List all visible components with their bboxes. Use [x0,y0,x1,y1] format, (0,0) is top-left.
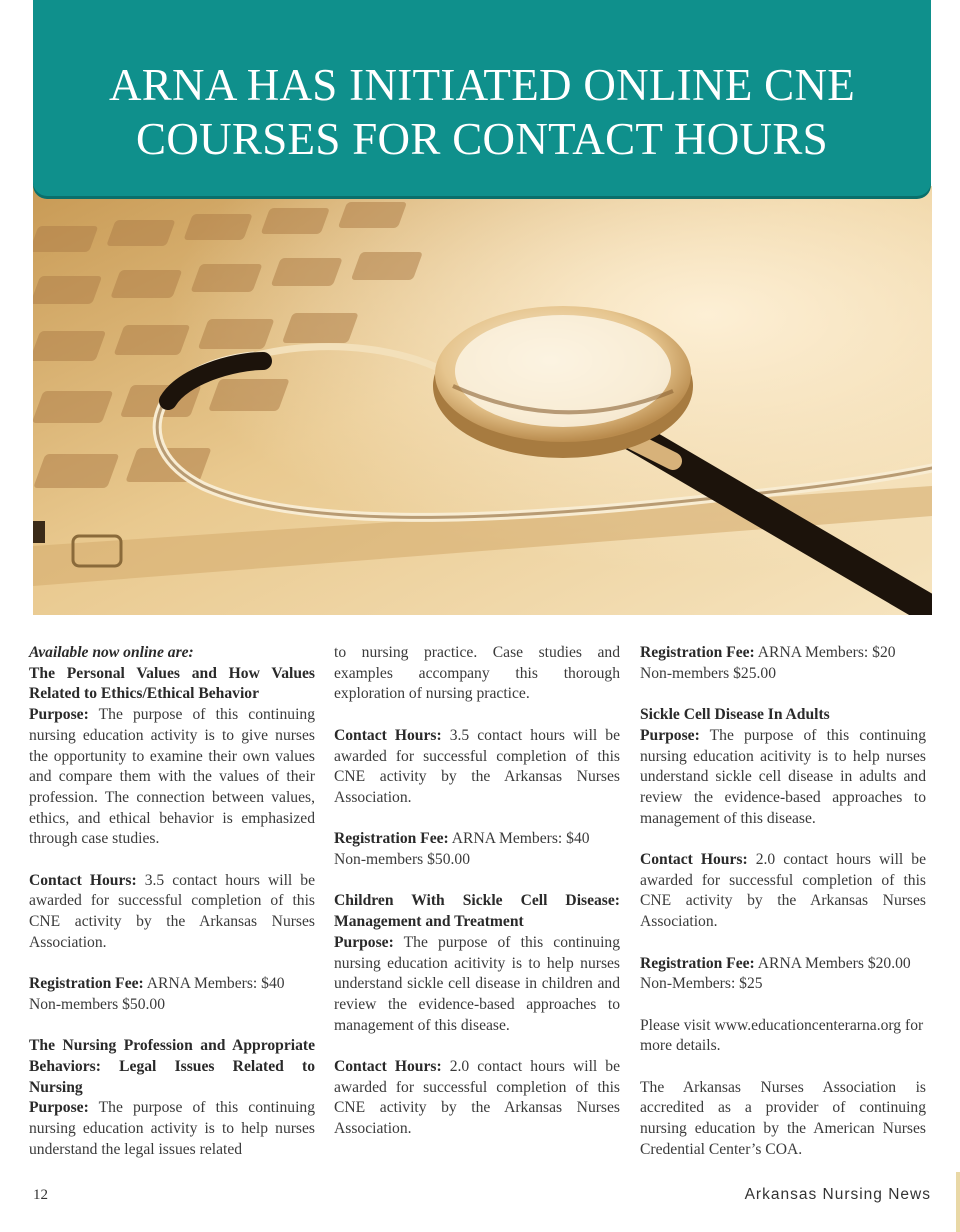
registration-fee-nonmembers: Non-members $25.00 [640,664,776,682]
registration-fee-nonmembers: Non-members $50.00 [334,851,470,868]
course-title-sickle-cell-children: Children With Sickle Cell Disease: Management and Treatment [334,892,620,931]
purpose-label: Purpose: [29,706,89,724]
intro-heading: Available now online are: [29,644,194,661]
contact-hours-text: 3.5 contact hours will be awarded for successful completion of this CNE activity by the Arkansas Nurses Association. [334,726,620,806]
registration-fee-nonmembers: Non-Members: $25 [640,975,763,993]
page-title-line2: COURSES FOR CONTACT HOURS [136,114,828,164]
course-title-legal-issues: The Nursing Profession and Appropriate Behaviors: Legal Issues Related to Nursing [29,1037,315,1096]
title-banner [33,0,931,196]
course-purpose-text: The purpose of this continuing nursing education acitivity is to help nurses understand sickle cell disease in children and review the evidence-based approaches to management of this disease. [334,933,620,1034]
stethoscope-laptop-photo [33,186,932,615]
registration-fee-nonmembers: Non-members $50.00 [29,995,165,1013]
purpose-label: Purpose: [640,726,700,744]
registration-fee-members: ARNA Members $20.00 [757,954,911,972]
publication-name: Arkansas Nursing News [744,1186,931,1203]
column-2 [334,643,620,1140]
course-purpose-text: The purpose of this continuing nursing education activity is to give nurses the opportunity to examine their own values and compare them with the values of their profession. The connection between values, ethics, and ethical behavior is emphasized through case studies. [29,706,315,848]
purpose-label: Purpose: [29,1099,89,1117]
course-purpose-continued: to nursing practice. Case studies and examples accompany this thorough exploration of nursing practice. [334,644,620,703]
course-title-sickle-cell-adults: Sickle Cell Disease In Adults [640,706,830,724]
purpose-label: Purpose: [334,933,394,951]
contact-hours-label: Contact Hours: [334,1058,442,1075]
course-title-personal-values: The Personal Values and How Values Related to Ethics/Ethical Behavior [29,664,315,703]
page-edge-tab [956,1172,960,1232]
registration-fee-members: ARNA Members: $40 [146,975,285,993]
course-purpose-text: The purpose of this continuing nursing education acitivity is to help nurses understand sickle cell disease in adults and review the evidence-based approaches to management of this disease. [640,726,926,827]
registration-fee-label: Registration Fee: [640,644,755,661]
registration-fee-label: Registration Fee: [29,975,144,993]
contact-hours-label: Contact Hours: [29,871,137,889]
page-title [33,0,931,166]
registration-fee-members: ARNA Members: $20 [757,644,896,661]
visit-website-text: Please visit www.educationcenterarna.org for more details. [640,1016,924,1055]
registration-fee-members: ARNA Members: $40 [451,830,590,848]
page-number: 12 [33,1187,48,1203]
contact-hours-label: Contact Hours: [640,851,748,868]
contact-hours-text: 2.0 contact hours will be awarded for successful completion of this CNE activity by the Arkansas Nurses Association. [640,851,926,931]
column-3 [640,643,926,1161]
course-purpose-text: The purpose of this continuing nursing education activity is to help nurses understand the legal issues related [29,1099,315,1158]
registration-fee-label: Registration Fee: [640,954,755,972]
contact-hours-text: 2.0 contact hours will be awarded for successful completion of this CNE activity by the Arkansas Nurses Association. [334,1058,620,1138]
contact-hours-text: 3.5 contact hours will be awarded for successful completion of this CNE activity by the Arkansas Nurses Association. [29,871,315,951]
registration-fee-label: Registration Fee: [334,830,449,848]
column-1 [29,643,315,1161]
accreditation-text: The Arkansas Nurses Association is accredited as a provider of continuing nursing education by the American Nurses Credential Center’s COA. [640,1078,926,1158]
contact-hours-label: Contact Hours: [334,726,442,744]
page-title-line1: ARNA HAS INITIATED ONLINE CNE [108,60,856,110]
